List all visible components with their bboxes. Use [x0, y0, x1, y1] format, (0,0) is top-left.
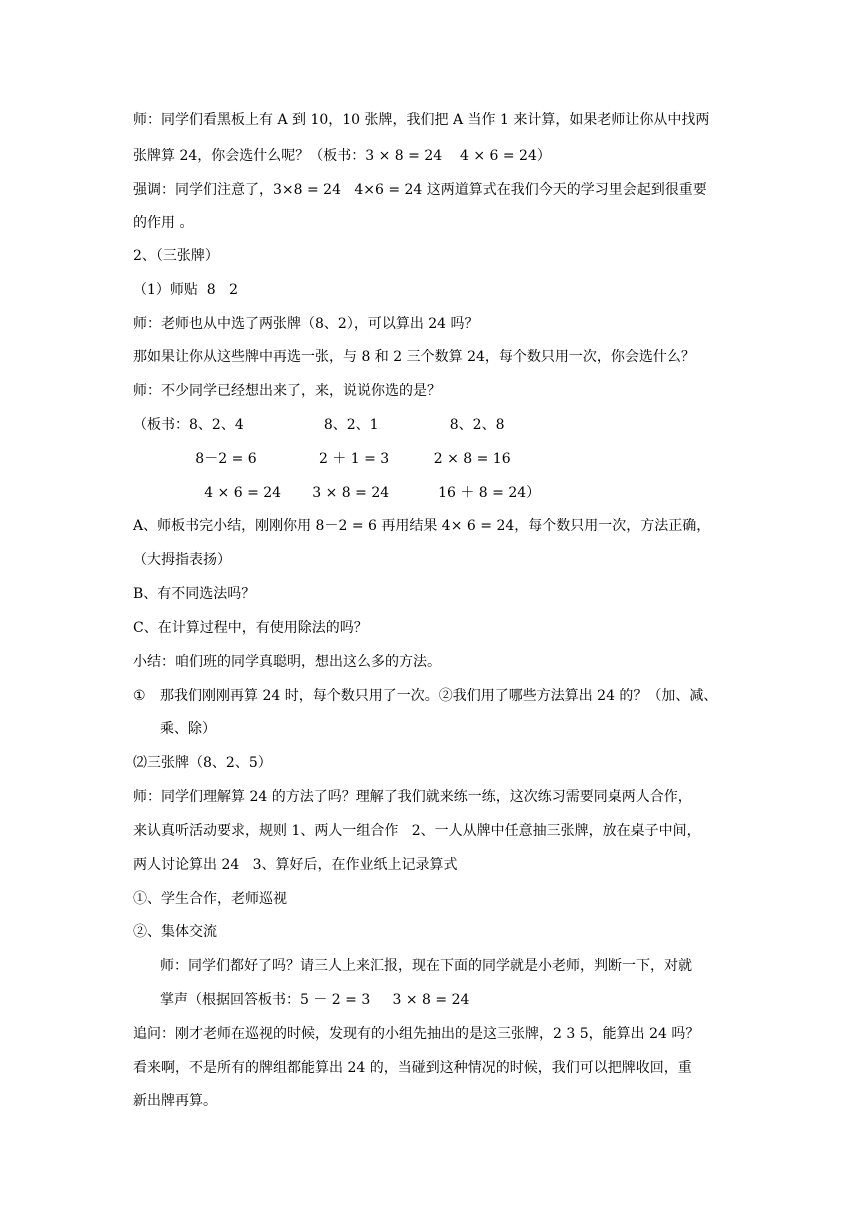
text-line: 掌声（根据回答板书：5 － 2 = 3 3 × 8 = 24 [160, 992, 470, 1008]
blackboard-row: （板书：8、2、4 8、2、1 8、2、8 [133, 417, 505, 433]
text-line: 师：同学们都好了吗？请三人上来汇报，现在下面的同学就是小老师，判断一下，对就 [160, 958, 692, 974]
text-line: C、在计算过程中，有使用除法的吗？ [133, 620, 368, 636]
text-line: ①、学生合作，老师巡视 [133, 891, 287, 907]
text-line: 来认真听活动要求，规则 1、两人一组合作 2、一人从牌中任意抽三张牌，放在桌子中间， [133, 823, 701, 839]
text-line: ②、集体交流 [133, 924, 217, 940]
text-line: 那如果让你从这些牌中再选一张，与 8 和 2 三个数算 24，每个数只用一次，你会选什么？ [133, 349, 695, 365]
text-line: B、有不同选法吗？ [133, 586, 256, 602]
text-line: （大拇指表扬） [133, 552, 231, 568]
list-marker: ① [133, 688, 146, 704]
text-line: 看来啊，不是所有的牌组都能算出 24 的，当碰到这种情况的时候，我们可以把牌收回，重 [133, 1060, 692, 1076]
text-line: 小结：咱们班的同学真聪明，想出这么多的方法。 [133, 654, 441, 670]
text-line: 乘、除） [160, 721, 216, 737]
section-heading: 2、（三张牌） [133, 248, 219, 264]
text-line: 的作用 。 [133, 215, 194, 231]
text-line: 两人讨论算出 24 3、算好后，在作业纸上记录算式 [133, 857, 458, 873]
text-line: 张牌算 24，你会选什么呢？（板书：3 × 8 = 24 4 × 6 = 24） [133, 148, 551, 164]
text-line: 师：不少同学已经想出来了，来，说说你选的是？ [133, 383, 441, 399]
blackboard-row: 4 × 6 = 24 3 × 8 = 24 16 ＋ 8 = 24） [133, 485, 541, 501]
text-line: A、师板书完小结，刚刚你用 8－2 = 6 再用结果 4× 6 = 24，每个数只用一次，方法正确， [133, 518, 711, 534]
text-line: 新出牌再算。 [133, 1093, 217, 1109]
text-line: （1）师贴 8 2 [133, 282, 238, 298]
section-heading: ⑵三张牌（8、2、5） [133, 755, 272, 771]
text-line: 师：老师也从中选了两张牌（8、2），可以算出 24 吗？ [133, 316, 479, 332]
text-line: 师：同学们理解算 24 的方法了吗？理解了我们就来练一练，这次练习需要同桌两人合作， [133, 789, 692, 805]
blackboard-row: 8－2 = 6 2 ＋ 1 = 3 2 × 8 = 16 [133, 451, 511, 467]
text-line: 强调：同学们注意了，3×8 = 24 4×6 = 24 这两道算式在我们今天的学习里会起到很重要 [133, 182, 707, 198]
text-line: 追问：刚才老师在巡视的时候，发现有的小组先抽出的是这三张牌，2 3 5，能算出 24 吗？ [133, 1026, 700, 1042]
text-line: 那我们刚刚再算 24 时，每个数只用了一次。②我们用了哪些方法算出 24 的？（加、减、 [160, 688, 718, 704]
text-line: 师：同学们看黑板上有 A 到 10，10 张牌，我们把 A 当作 1 来计算，如果老师让你从中找两 [133, 112, 710, 128]
